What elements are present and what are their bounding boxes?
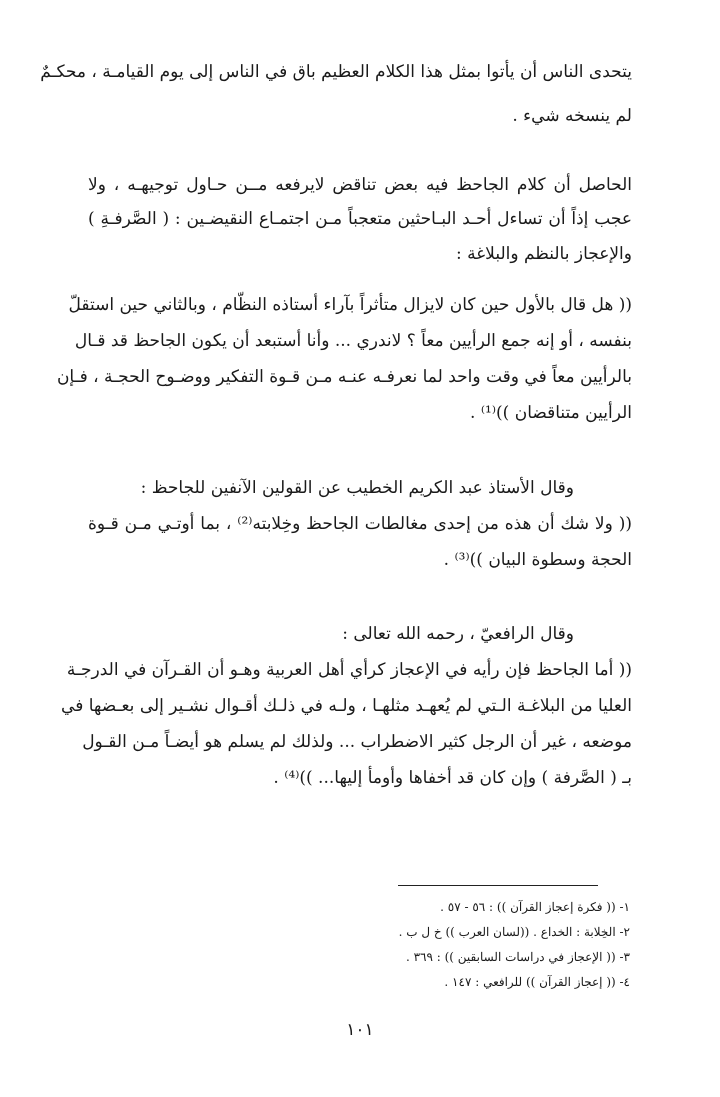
footnote-separator bbox=[398, 885, 598, 886]
paragraph-5-line-3: العليا من البلاغـة الـتي لم يُعهـد مثلهـا ، ولـه في ذلـك أقـوال نشـير إلى بعـضها في bbox=[61, 696, 632, 716]
paragraph-4-line-2: (( ولا شك أن هذه من إحدى مغالطات الجاحظ وخِلابته⁽²⁾ ، بما أوتـي مـن قـوة bbox=[88, 514, 632, 534]
paragraph-1-line-1: يتحدى الناس أن يأتوا بمثل هذا الكلام العظيم باق في الناس إلى يوم القيامـة ، محكـمٌ bbox=[40, 62, 632, 82]
paragraph-1-line-2: لم ينسخه شيء . bbox=[512, 106, 632, 126]
paragraph-3-line-4: الرأيين متناقضان ))⁽¹⁾ . bbox=[470, 403, 632, 423]
paragraph-3-line-2: بنفسه ، أو إنه جمع الرأيين معاً ؟ لاندري ... وأنا أستبعد أن يكون الجاحظ قد قـال bbox=[74, 331, 632, 351]
footnote-3: ٣- (( الإعجاز في دراسات السابقين )) : ٣٦٩ . bbox=[405, 950, 630, 964]
paragraph-5-line-1: وقال الرافعيّ ، رحمه الله تعالى : bbox=[342, 624, 574, 644]
paragraph-5-line-5: بـ ( الصَّرفة ) وإن كان قد أخفاها وأومأ إليها... ))⁽⁴⁾ . bbox=[273, 768, 632, 788]
paragraph-5-line-2: (( أما الجاحظ فإن رأيه في الإعجاز كرأي أهل العربية وهـو أن القـرآن في الدرجـة bbox=[66, 660, 632, 680]
paragraph-2-line-3: والإعجاز بالنظم والبلاغة : bbox=[456, 244, 632, 264]
paragraph-2-line-2: عجب إذاً أن تساءل أحـد البـاحثين متعجباً مـن اجتمـاع النقيضـين : ( الصَّرفـةِ ) bbox=[88, 209, 632, 229]
paragraph-2-line-1: الحاصل أن كلام الجاحظ فيه بعض تناقض لايرفعه مــن حـاول توجيهـه ، ولا bbox=[88, 175, 632, 195]
page-number: ١٠١ bbox=[346, 1020, 374, 1040]
footnote-4: ٤- (( إعجاز القرآن )) للرافعي : ١٤٧ . bbox=[444, 975, 630, 989]
footnote-1: ١- (( فكرة إعجاز القرآن )) : ٥٦ - ٥٧ . bbox=[440, 900, 630, 914]
paragraph-3-line-3: بالرأيين معاً في وقت واحد لما نعرفـه عنـه مـن قـوة التفكير ووضـوح الحجـة ، فـإن bbox=[56, 367, 632, 387]
paragraph-5-line-4: موضعه ، غير أن الرجل كثير الاضطراب ... ولذلك لم يسلم هو أيضـاً مـن القـول bbox=[82, 732, 632, 752]
paragraph-4-line-1: وقال الأستاذ عبد الكريم الخطيب عن القولين الآنفين للجاحظ : bbox=[140, 478, 574, 498]
paragraph-4-line-3: الحجة وسطوة البيان ))⁽³⁾ . bbox=[443, 550, 632, 570]
footnote-2: ٢- الخِلابة : الخداع . ((لسان العرب )) خ ل ب . bbox=[398, 925, 630, 939]
paragraph-3-line-1: (( هل قال بالأول حين كان لايزال متأثراً بآراء أستاذه النظّام ، وبالثاني حين استقلّ bbox=[68, 295, 632, 315]
